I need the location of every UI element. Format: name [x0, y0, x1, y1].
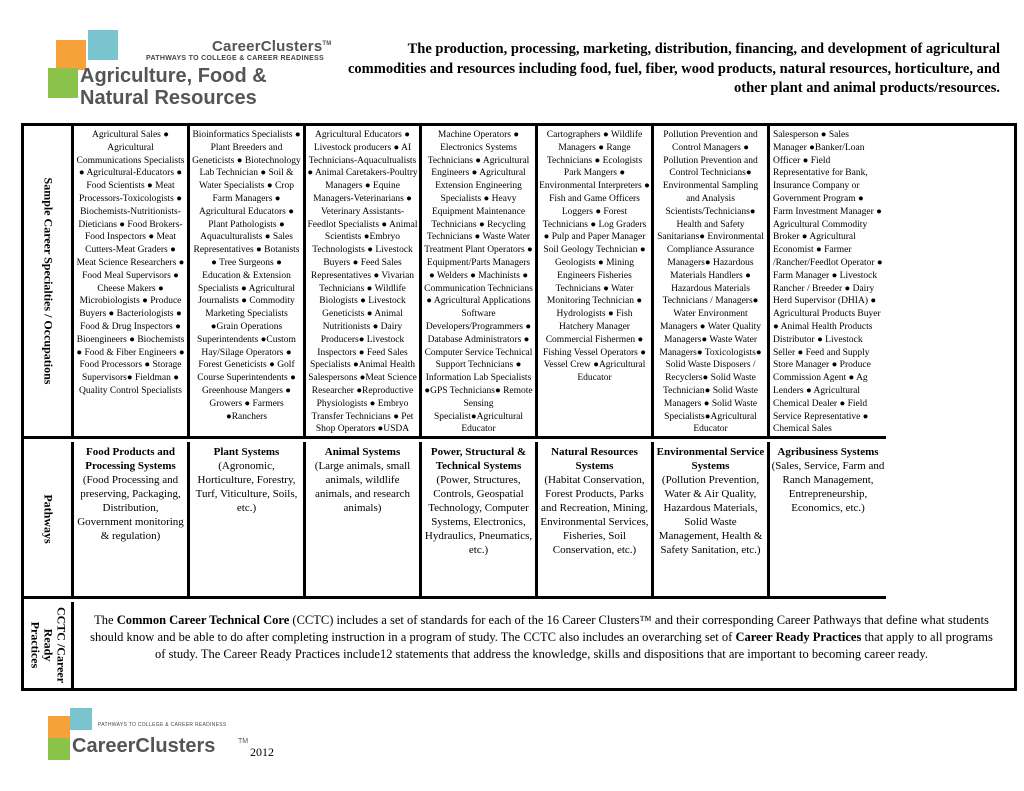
pathway-title: Plant Systems: [213, 446, 280, 458]
pathway-agribusiness: [770, 442, 886, 596]
occupations-agribusiness: Salesperson ● Sales Manager ●Banker/Loan Officer ● Field Representative for Bank, Insurance Company or Government Program ● Farm Investment Manager ● Agricultural Commodity Broker ● Agricultural Economist ● Farmer /Rancher/Feedlot Operator ● Farm Manager ● Livestock Rancher / Breeder ● Dairy Herd Supervisor (DHIA) ● Agricultural Products Buyer ● Animal Health Products Distributor ● Livestock Seller ● Feed and Supply Store Manager ● Produce Commission Agent ● Ag Lenders ● Agricultural Chemical Dealer ● Field Service Representative ● Chemical Sales: [773, 130, 883, 435]
pathway-title: Natural Resources Systems: [551, 446, 638, 472]
logo-square-green: [48, 68, 78, 98]
occupations-power-structural: Machine Operators ● Electronics Systems Technicians ● Agricultural Engineers ● Agricultural Extension Engineering Specialists ● Heavy Equipment Maintenance Technicians ● Recycling Technicians ● Waste Water Treatment Plant Operators ● Equipment/Parts Managers ● Welders ● Machinists ● Communication Technicians ● Agricultural Applications Software Developers/Programmers ● Database Administrators ● Computer Service Technical Support Technicians ● Information Lab Specialists ●GPS Technicians● Remote Sensing Specialist●Agricultural Educator: [422, 126, 538, 436]
pathway-description: (Sales, Service, Farm and Ranch Management, Entrepreneurship, Economics, etc.): [771, 460, 885, 514]
logo-square-teal: [88, 30, 118, 60]
cctc-description: The Common Career Technical Core (CCTC) includes a set of standards for each of the 16 Career Clusters™ and their corresponding Career Pathways that define what students should know and be able to do after completing instruction in a program of study. The CCTC also includes an overarching set of Career Ready Practices that apply to all programs of study. The Career Ready Practices include12 statements that address the knowledge, skills and dispositions that are important to becoming career ready.: [90, 613, 993, 661]
pathway-description: (Food Processing and preserving, Packaging, Distribution, Government monitoring & regulation): [77, 474, 184, 542]
pathway-power-structural: [422, 442, 538, 596]
pathway-title: Power, Structural & Technical Systems: [430, 446, 527, 472]
pathway-food-products: [74, 442, 190, 596]
cctc-row-label: CCTC /Career Ready Practices: [24, 602, 74, 688]
pathway-description: (Pollution Prevention, Water & Air Quality, Hazardous Materials, Solid Waste Management, Health & Safety Sanitation, etc.): [658, 474, 763, 556]
occupations-plant-systems: Bioinformatics Specialists ● Plant Breeders and Geneticists ● Biotechnology Lab Technician ● Soil & Water Specialists ● Crop Farm Managers ● Agricultural Educators ● Plant Pathologists ● Aquaculturalists ● Sales Representatives ● Botanists ● Tree Surgeons ● Education & Extension Specialists ● Agricultural Journalists ● Commodity Marketing Specialists ●Grain Operations Superintendents ●Custom Hay/Silage Operators ● Forest Geneticists ● Golf Course Superintendents ● Greenhouse Mangers ● Growers ● Farmers ●Ranchers: [190, 126, 306, 436]
logo-square-teal: [70, 708, 92, 730]
pathway-animal-systems: [306, 442, 422, 596]
cluster-definition: The production, processing, marketing, distribution, financing, and development of agricultural commodities and resources including food, fuel, fiber, wood products, natural resources, horticulture, and other plant and animal products/resources.: [348, 41, 1000, 96]
footer-brand-tagline: PATHWAYS TO COLLEGE & CAREER READINESS: [98, 722, 227, 728]
logo-square-orange: [48, 716, 70, 738]
pathways-table: [21, 123, 1017, 691]
pathway-description: (Habitat Conservation, Forest Products, Parks and Recreation, Mining, Environmental Services, Fisheries, Soil Conservation, etc.): [540, 474, 649, 556]
pathway-natural-resources: [538, 442, 654, 596]
occupations-environmental-service: Pollution Prevention and Control Managers ● Pollution Prevention and Control Technicians● Environmental Sampling and Analysis Scientists/Technicians● Health and Safety Sanitarians● Environmental Compliance Assurance Managers● Hazardous Materials Handlers ● Hazardous Materials Technicians / Managers● Water Environment Managers ● Water Quality Managers● Waste Water Managers● Toxicologists● Solid Waste Disposers / Recyclers● Solid Waste Technician● Solid Waste Managers ● Solid Waste Specialists●Agricultural Educator: [654, 126, 770, 436]
brand-tagline: PATHWAYS TO COLLEGE & CAREER READINESS: [146, 55, 324, 62]
brand-name: CareerClusters™: [212, 38, 332, 55]
pathway-description: (Large animals, small animals, wildlife animals, and research animals): [314, 460, 411, 514]
cluster-name: Agriculture, Food & Natural Resources: [80, 65, 267, 109]
occupations-row-label: Sample Career Specialties / Occupations: [24, 126, 74, 436]
pathway-environmental-service: [654, 442, 770, 596]
occupations-natural-resources: Cartographers ● Wildlife Managers ● Range Technicians ● Ecologists Park Mangers ● Environmental Interpreters ● Fish and Game Officers Loggers ● Forest Technicians ● Log Graders ● Pulp and Paper Manager Soil Geology Technician ● Geologists ● Mining Engineers Fisheries Technicians ● Water Monitoring Technician ● Hydrologists ● Fish Hatchery Manager Commercial Fishermen ● Fishing Vessel Operators ● Vessel Crew ●Agricultural Educator: [538, 126, 654, 436]
pathways-row: [24, 442, 886, 599]
pathway-title: Food Products and Processing Systems: [85, 446, 176, 472]
footer-brand-name: CareerClusters: [72, 735, 216, 757]
footer-year: 2012: [250, 745, 274, 759]
cctc-row: [24, 602, 1017, 688]
occupations-animal-systems: Agricultural Educators ● Livestock producers ● AI Technicians-Aquacultualists ● Animal Caretakers-Poultry Managers ● Equine Managers-Veterinarians ● Veterinary Assistants-Feedlot Specialists ● Animal Scientists ●Embryo Technologists ● Livestock Buyers ● Feed Sales Representatives ● Vivarian Technicians ● Wildlife Biologists ● Livestock Geneticists ● Animal Nutritionists ● Dairy Producers● Livestock Inspectors ● Feed Sales Specialists ●Animal Health Salespersons ●Meat Science Researcher ●Reproductive Physiologists ● Embryo Transfer Technicians ● Pet Shop Operators ●USDA: [306, 126, 422, 436]
pathway-description: (Agronomic, Horticulture, Forestry, Turf, Viticulture, Soils, etc.): [195, 460, 298, 514]
pathway-description: (Power, Structures, Controls, Geospatial Technology, Computer Systems, Electronics, Hydraulics, Pneumatics, etc.): [424, 474, 533, 556]
occupations-row: [24, 126, 886, 439]
pathways-row-label: Pathways: [24, 442, 74, 596]
logo-square-green: [48, 738, 70, 760]
pathway-title: Agribusiness Systems: [777, 446, 879, 458]
footer-brand-tm: TM: [238, 738, 249, 745]
pathway-title: Animal Systems: [324, 446, 401, 458]
pathway-plant-systems: [190, 442, 306, 596]
occupations-food-products: Agricultural Sales ● Agricultural Communications Specialists ● Agricultural-Educators ● Food Scientists ● Meat Processors-Toxicologists ● Biochemists-Nutritionists-Dieticians ● Food Brokers-Food Inspectors ● Meat Cutters-Meat Graders ● Meat Science Researchers ● Food Meal Supervisors ● Cheese Makers ● Microbiologists ● Produce Buyers ● Bacteriologists ● Food & Drug Inspectors ● Bioengineers ● Biochemists ● Food & Fiber Engineers ● Food Processors ● Storage Supervisors● Fieldman ● Quality Control Specialists: [74, 126, 190, 436]
pathway-title: Environmental Service Systems: [656, 446, 765, 472]
